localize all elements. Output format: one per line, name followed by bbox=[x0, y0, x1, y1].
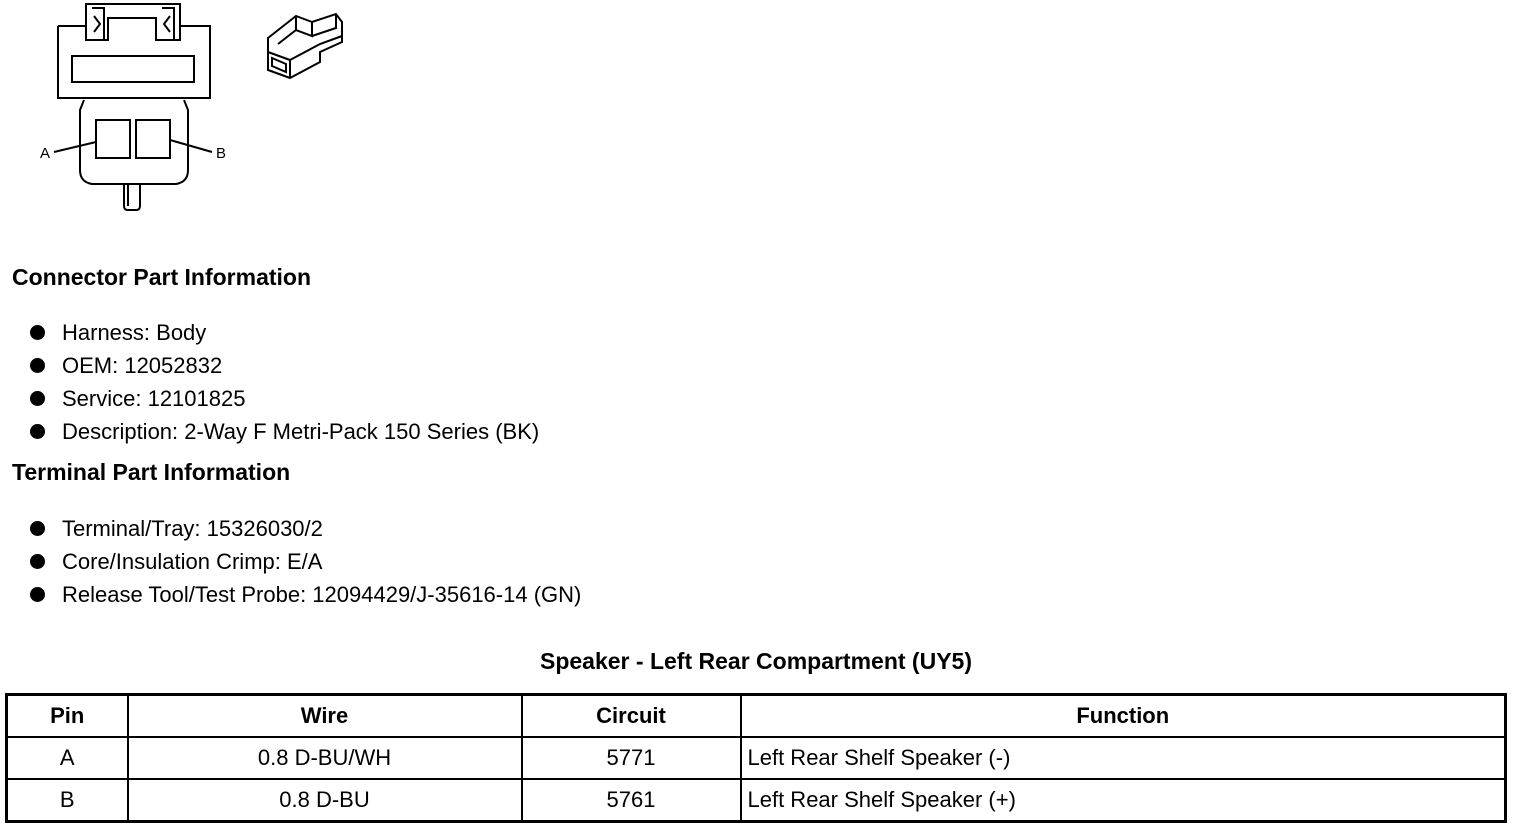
list-item: Description: 2-Way F Metri-Pack 150 Series (BK) bbox=[28, 415, 539, 448]
list-item: Terminal/Tray: 15326030/2 bbox=[28, 512, 581, 545]
column-header-function: Function bbox=[741, 695, 1506, 738]
list-item: Release Tool/Test Probe: 12094429/J-35616-14 (GN) bbox=[28, 578, 581, 611]
bullet-icon bbox=[30, 424, 45, 439]
table-row bbox=[7, 779, 1506, 822]
list-item: OEM: 12052832 bbox=[28, 349, 539, 382]
pin-label-a: A bbox=[40, 145, 51, 162]
table-row bbox=[7, 737, 1506, 779]
cell-circuit: 5761 bbox=[522, 779, 741, 822]
pinout-table bbox=[5, 693, 1507, 823]
bullet-icon bbox=[30, 358, 45, 373]
bullet-icon bbox=[30, 325, 45, 340]
bullet-icon bbox=[30, 554, 45, 569]
cell-function: Left Rear Shelf Speaker (+) bbox=[741, 779, 1506, 822]
cell-pin: A bbox=[7, 737, 128, 779]
cell-wire: 0.8 D-BU bbox=[128, 779, 522, 822]
bullet-icon bbox=[30, 391, 45, 406]
terminal-info-list bbox=[28, 512, 581, 611]
column-header-pin: Pin bbox=[7, 695, 128, 738]
cell-function: Left Rear Shelf Speaker (-) bbox=[741, 737, 1506, 779]
connector-diagram bbox=[0, 0, 360, 220]
terminal-info-heading: Terminal Part Information bbox=[12, 459, 291, 485]
column-header-circuit: Circuit bbox=[522, 695, 741, 738]
connector-info-heading: Connector Part Information bbox=[12, 264, 312, 290]
cell-circuit: 5771 bbox=[522, 737, 741, 779]
table-header-row bbox=[7, 695, 1506, 738]
list-item: Harness: Body bbox=[28, 316, 539, 349]
column-header-wire: Wire bbox=[128, 695, 522, 738]
connector-info-list bbox=[28, 316, 539, 448]
pin-label-b: B bbox=[216, 145, 227, 162]
list-item: Core/Insulation Crimp: E/A bbox=[28, 545, 581, 578]
table-title: Speaker - Left Rear Compartment (UY5) bbox=[540, 648, 972, 674]
cell-wire: 0.8 D-BU/WH bbox=[128, 737, 522, 779]
bullet-icon bbox=[30, 587, 45, 602]
list-item: Service: 12101825 bbox=[28, 382, 539, 415]
bullet-icon bbox=[30, 521, 45, 536]
cell-pin: B bbox=[7, 779, 128, 822]
